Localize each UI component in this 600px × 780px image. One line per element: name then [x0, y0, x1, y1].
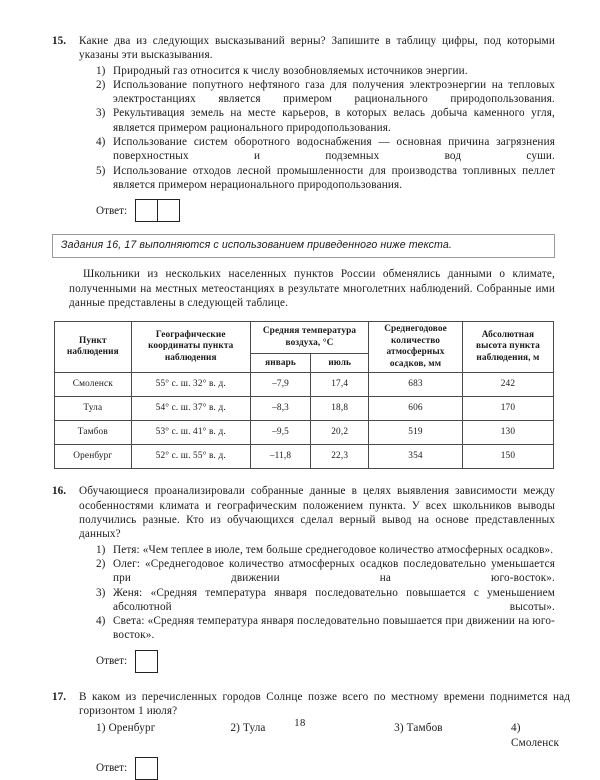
cell-precipitation: 683 [369, 373, 463, 397]
cell-coordinates: 52° с. ш. 55° в. д. [131, 445, 250, 469]
header-coordinates: Географические координаты пункта наблюдения [131, 322, 250, 373]
option-marker: 1) [96, 722, 106, 735]
cell-january: –8,3 [250, 397, 310, 421]
option-text: Женя: «Средняя температура января последовательно повышается с уменьшением абсолютной высоты». [113, 586, 555, 613]
task-15-option-1[interactable] [96, 64, 555, 78]
header-precipitation: Среднегодовое количество атмосферных осадков, мм [369, 322, 463, 373]
option-marker: 1) [96, 64, 106, 77]
option-marker: 2) [230, 722, 241, 735]
task-17-answer-boxes[interactable] [135, 757, 158, 780]
option-marker: 4) [96, 136, 106, 149]
option-marker: 4) [511, 722, 521, 735]
cell-coordinates: 54° с. ш. 37° в. д. [131, 397, 250, 421]
option-text: Использование отходов лесной промышленности для производства топливных пеллет является примером нерационального природопользования. [113, 164, 555, 191]
cell-precipitation: 606 [369, 397, 463, 421]
task-15-option-2[interactable] [96, 78, 555, 107]
table-header-row-1 [55, 322, 554, 354]
option-text: Смоленск [511, 736, 560, 749]
option-marker: 4) [96, 615, 106, 628]
task-17-answer-row [79, 757, 570, 780]
cell-coordinates: 53° с. ш. 41° в. д. [131, 421, 250, 445]
cell-coordinates: 55° с. ш. 32° в. д. [131, 373, 250, 397]
header-point: Пункт наблюдения [55, 322, 132, 373]
answer-cell[interactable] [136, 200, 157, 221]
task-16-options [79, 543, 555, 643]
task-16-option-4[interactable] [96, 614, 555, 643]
option-text: Рекультивация земель на месте карьеров, в которых велась добыча каменного угля, является примером рационального природопользования. [113, 107, 555, 134]
task-16-option-2[interactable] [96, 557, 555, 586]
option-marker: 5) [96, 164, 106, 177]
answer-cell[interactable] [157, 200, 179, 221]
answer-label: Ответ: [96, 655, 128, 668]
source-text-paragraph: Школьники из нескольких населенных пунктов России обменялись данными о климате, полученными на местных метеостанциях в результате многолетних наблюдений. Собранные ими данные представлены в следующей таблице. [69, 268, 555, 310]
option-text: Петя: «Чем теплее в июле, тем больше среднегодовое количество атмосферных осадков». [113, 543, 554, 556]
text-usage-notice: Задания 16, 17 выполняются с использованием приведенного ниже текста. [52, 234, 555, 258]
cell-precipitation: 519 [369, 421, 463, 445]
option-marker: 2) [96, 557, 106, 570]
cell-altitude: 170 [462, 397, 553, 421]
table-row [55, 421, 554, 445]
option-text: Использование попутного нефтяного газа для получения электроэнергии на тепловых электростанциях является примером рационального природопользования. [113, 78, 555, 106]
table-row [55, 397, 554, 421]
cell-july: 17,4 [311, 373, 369, 397]
option-marker: 1) [96, 543, 106, 556]
task-15-stem: Какие два из следующих высказываний верны? Запишите в таблицу цифры, под которыми указаны эти высказывания. [79, 35, 555, 62]
cell-january: –7,9 [250, 373, 310, 397]
option-marker: 3) [394, 722, 404, 735]
cell-point: Тула [55, 397, 132, 421]
answer-cell[interactable] [136, 758, 157, 779]
option-text: Тамбов [406, 722, 443, 735]
task-17-number: 17. [52, 690, 66, 703]
task-15-answer-boxes[interactable] [135, 199, 180, 222]
cell-altitude: 150 [462, 445, 553, 469]
cell-july: 22,3 [311, 445, 369, 469]
cell-altitude: 130 [462, 421, 553, 445]
task-15-option-3[interactable] [96, 106, 555, 135]
header-january: январь [250, 354, 310, 373]
option-text: Света: «Средняя температура января последовательно повышается при движении на юго-восток». [113, 615, 555, 642]
task-15-answer-row [79, 199, 555, 222]
cell-january: –9,5 [250, 421, 310, 445]
task-17 [52, 690, 571, 780]
option-text: Природный газ относится к числу возобновляемых источников энергии. [113, 64, 468, 77]
answer-cell[interactable] [136, 651, 157, 672]
task-15 [52, 34, 555, 222]
header-july: июль [311, 354, 369, 373]
cell-january: –11,8 [250, 445, 310, 469]
option-marker: 3) [96, 586, 106, 599]
table-row [55, 445, 554, 469]
answer-label: Ответ: [96, 204, 128, 217]
cell-point: Смоленск [55, 373, 132, 397]
page-number: 18 [294, 718, 306, 729]
task-15-option-4[interactable] [96, 135, 555, 164]
table-row [55, 373, 554, 397]
task-16 [52, 484, 555, 672]
task-16-stem: Обучающиеся проанализировали собранные данные в целях выявления зависимости между особенностями климата и географическим положением пункта. У всех школьников выводы получились разные. Кто из обучающихся сделал верный вывод на основе представленных данных? [79, 485, 555, 541]
task-15-option-5[interactable] [96, 164, 555, 193]
cell-altitude: 242 [462, 373, 553, 397]
option-text: Олег: «Среднегодовое количество атмосферных осадков последовательно уменьшается при движении на юго-восток». [113, 557, 555, 585]
option-marker: 2) [96, 78, 106, 91]
cell-point: Оренбург [55, 445, 132, 469]
task-17-stem: В каком из перечисленных городов Солнце позже всего по местному времени поднимется над горизонтом 1 июля? [79, 690, 571, 717]
task-16-option-1[interactable] [96, 543, 555, 557]
cell-point: Тамбов [55, 421, 132, 445]
cell-precipitation: 354 [369, 445, 463, 469]
task-16-answer-row [79, 650, 555, 673]
option-marker: 3) [96, 107, 106, 120]
climate-data-table [54, 321, 554, 469]
task-15-options [79, 64, 555, 193]
task-16-answer-boxes[interactable] [135, 650, 158, 673]
option-text: Оренбург [108, 722, 156, 735]
cell-july: 20,2 [311, 421, 369, 445]
task-15-number: 15. [52, 35, 66, 47]
header-altitude: Абсолютная высота пункта наблюдения, м [462, 322, 553, 373]
task-16-option-3[interactable] [96, 586, 555, 615]
task-16-number: 16. [52, 485, 66, 498]
cell-july: 18,8 [311, 397, 369, 421]
option-text: Тула [243, 722, 266, 735]
answer-label: Ответ: [96, 762, 128, 775]
option-text: Использование систем оборотного водоснабжения — основная причина загрязнения поверхностных и подземных вод суши. [113, 136, 555, 163]
header-temperature-group: Средняя температура воздуха, °С [250, 322, 368, 354]
